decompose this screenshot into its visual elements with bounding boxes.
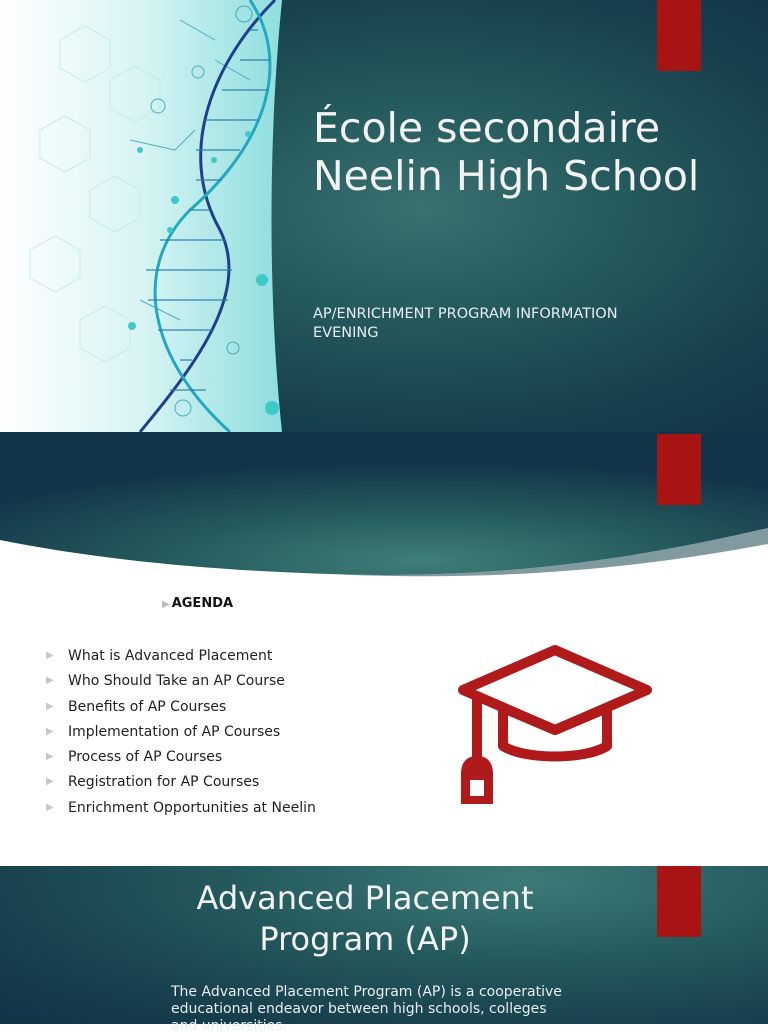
- accent-bar: [657, 0, 701, 71]
- arrow-bullet-icon: ▶: [46, 801, 54, 813]
- dna-helix-illustration: [0, 0, 290, 432]
- header-band: [0, 432, 768, 582]
- presentation-subtitle: AP/ENRICHMENT PROGRAM INFORMATION EVENING: [313, 306, 618, 341]
- arrow-bullet-icon: ▶: [46, 675, 54, 687]
- list-item: ▶ Registration for AP Courses: [46, 770, 316, 795]
- graduation-cap-icon: [455, 642, 655, 810]
- slide-title: Advanced Placement Program (AP): [196, 879, 534, 958]
- agenda-list: [46, 644, 316, 821]
- ap-program-slide: [0, 866, 768, 1034]
- arrow-bullet-icon: ▶: [46, 751, 54, 763]
- agenda-slide: [0, 432, 768, 866]
- arrow-bullet-icon: ▶: [46, 650, 54, 661]
- list-item: ▶ Who Should Take an AP Course: [46, 669, 316, 694]
- arrow-bullet-icon: ▶: [46, 776, 54, 788]
- title-slide: [0, 0, 768, 432]
- arrow-bullet-icon: ▶: [162, 599, 170, 610]
- list-item: ▶ Enrichment Opportunities at Neelin: [46, 796, 316, 821]
- agenda-heading-text: AGENDA: [171, 596, 234, 611]
- list-item: ▶ What is Advanced Placement: [46, 644, 316, 669]
- slide-body-text: The Advanced Placement Program (AP) is a cooperative educational endeavor between high schools, colleges and universities.: [171, 984, 562, 1034]
- list-item: ▶ Process of AP Courses: [46, 745, 316, 770]
- presentation-title: École secondaire Neelin High School: [313, 104, 700, 200]
- list-item: ▶ Implementation of AP Courses: [46, 720, 316, 745]
- accent-bar: [657, 866, 701, 937]
- agenda-heading: [162, 596, 233, 611]
- accent-bar: [657, 434, 701, 505]
- arrow-bullet-icon: ▶: [46, 725, 54, 737]
- arrow-bullet-icon: ▶: [46, 700, 54, 712]
- list-item: ▶ Benefits of AP Courses: [46, 695, 316, 720]
